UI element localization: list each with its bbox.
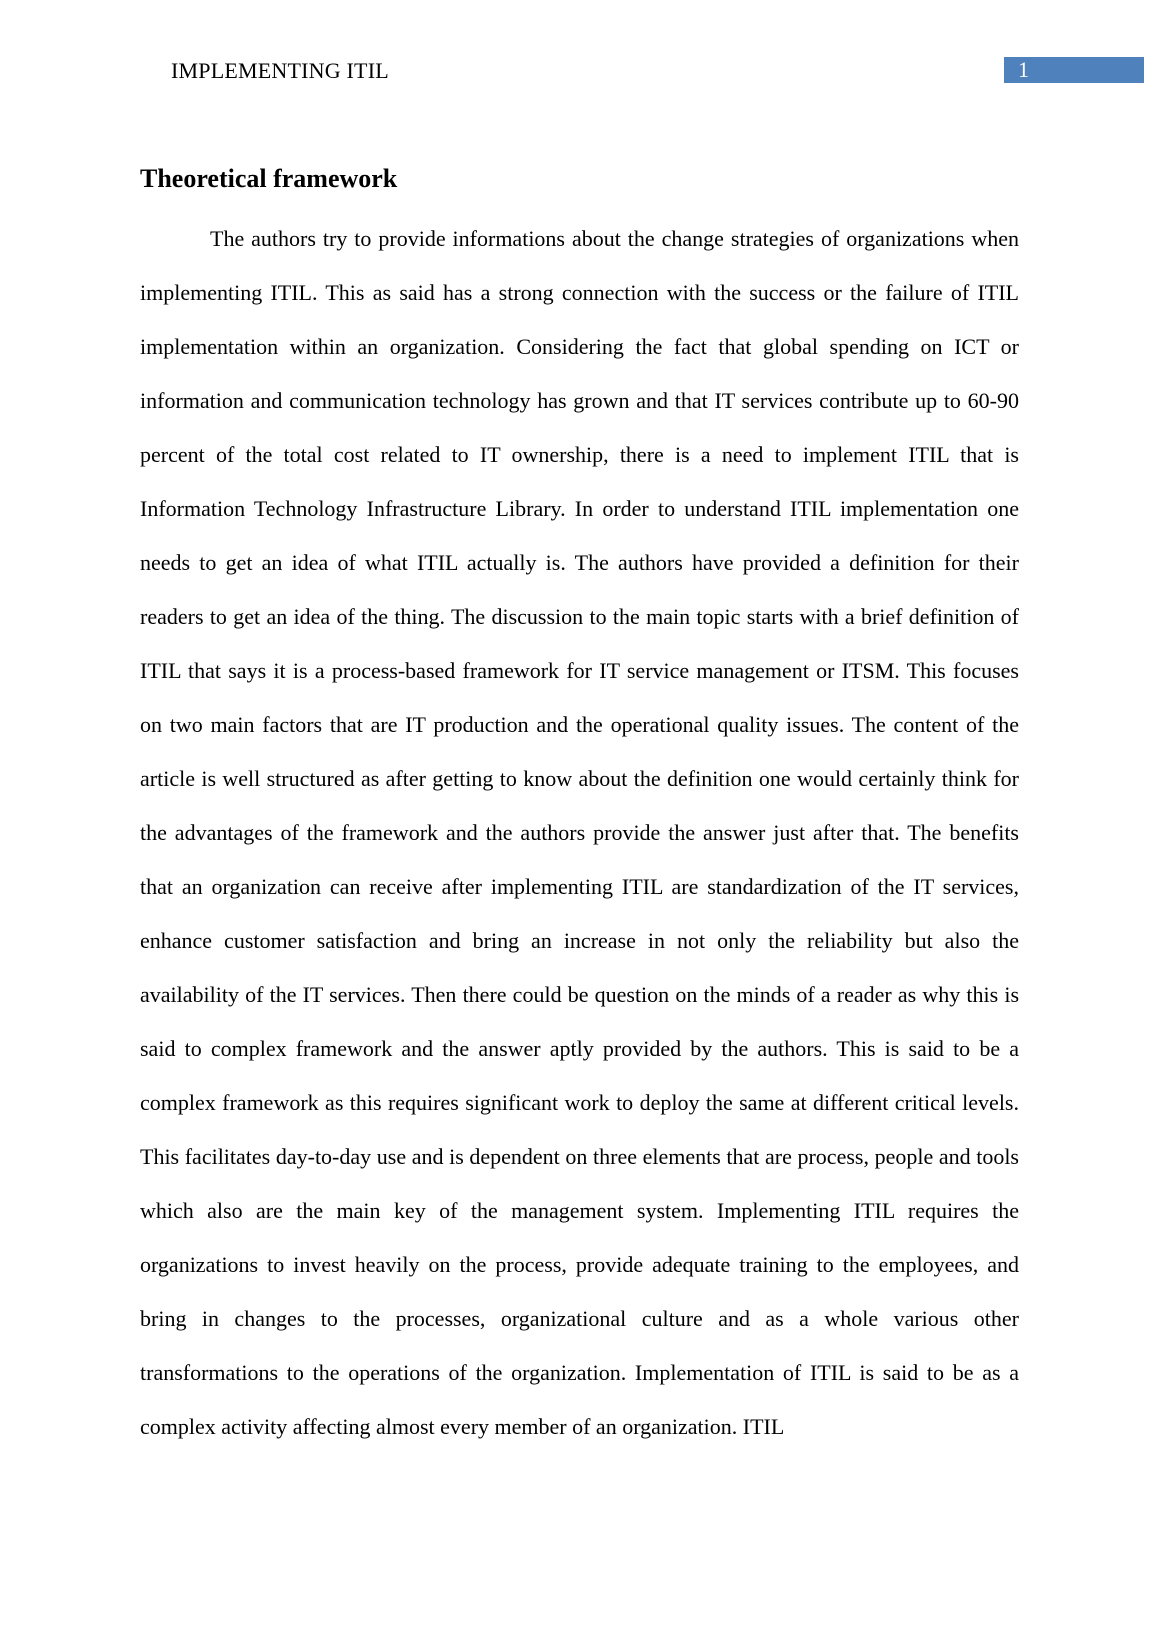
running-head: IMPLEMENTING ITIL xyxy=(171,58,389,83)
section-heading: Theoretical framework xyxy=(140,164,398,193)
body-paragraph: The authors try to provide informations about the change strategies of organizations when implementing ITIL. This as said has a strong connection with the success or the failure of ITIL implementation within an organization. Considering the fact that global spending on ICT or information and communication technology has grown and that IT services contribute up to 60-90 percent of the total cost related to IT ownership, there is a need to implement ITIL that is Information Technology Infrastructure Library. In order to understand ITIL implementation one needs to get an idea of what ITIL actually is. The authors have provided a definition for their readers to get an idea of the thing. The discussion to the main topic starts with a brief definition of ITIL that says it is a process-based framework for IT service management or ITSM. This focuses on two main factors that are IT production and the operational quality issues. The content of the article is well structured as after getting to know about the definition one would certainly think for the advantages of the framework and the authors provide the answer just after that. The benefits that an organization can receive after implementing ITIL are standardization of the IT services, enhance customer satisfaction and bring an increase in not only the reliability but also the availability of the IT services. Then there could be question on the minds of a reader as why this is said to complex framework and the answer aptly provided by the authors. This is said to be a complex framework as this requires significant work to deploy the same at different critical levels. This facilitates day-to-day use and is dependent on three elements that are process, people and tools which also are the main key of the management system. Implementing ITIL requires the organizations to invest heavily on the process, provide adequate training to the employees, and bring in changes to the processes, organizational culture and as a whole various other transformations to the operations of the organization. Implementation of ITIL is said to be as a complex activity affecting almost every member of an organization. ITIL xyxy=(140,226,1019,1439)
page-number: 1 xyxy=(1004,57,1144,83)
